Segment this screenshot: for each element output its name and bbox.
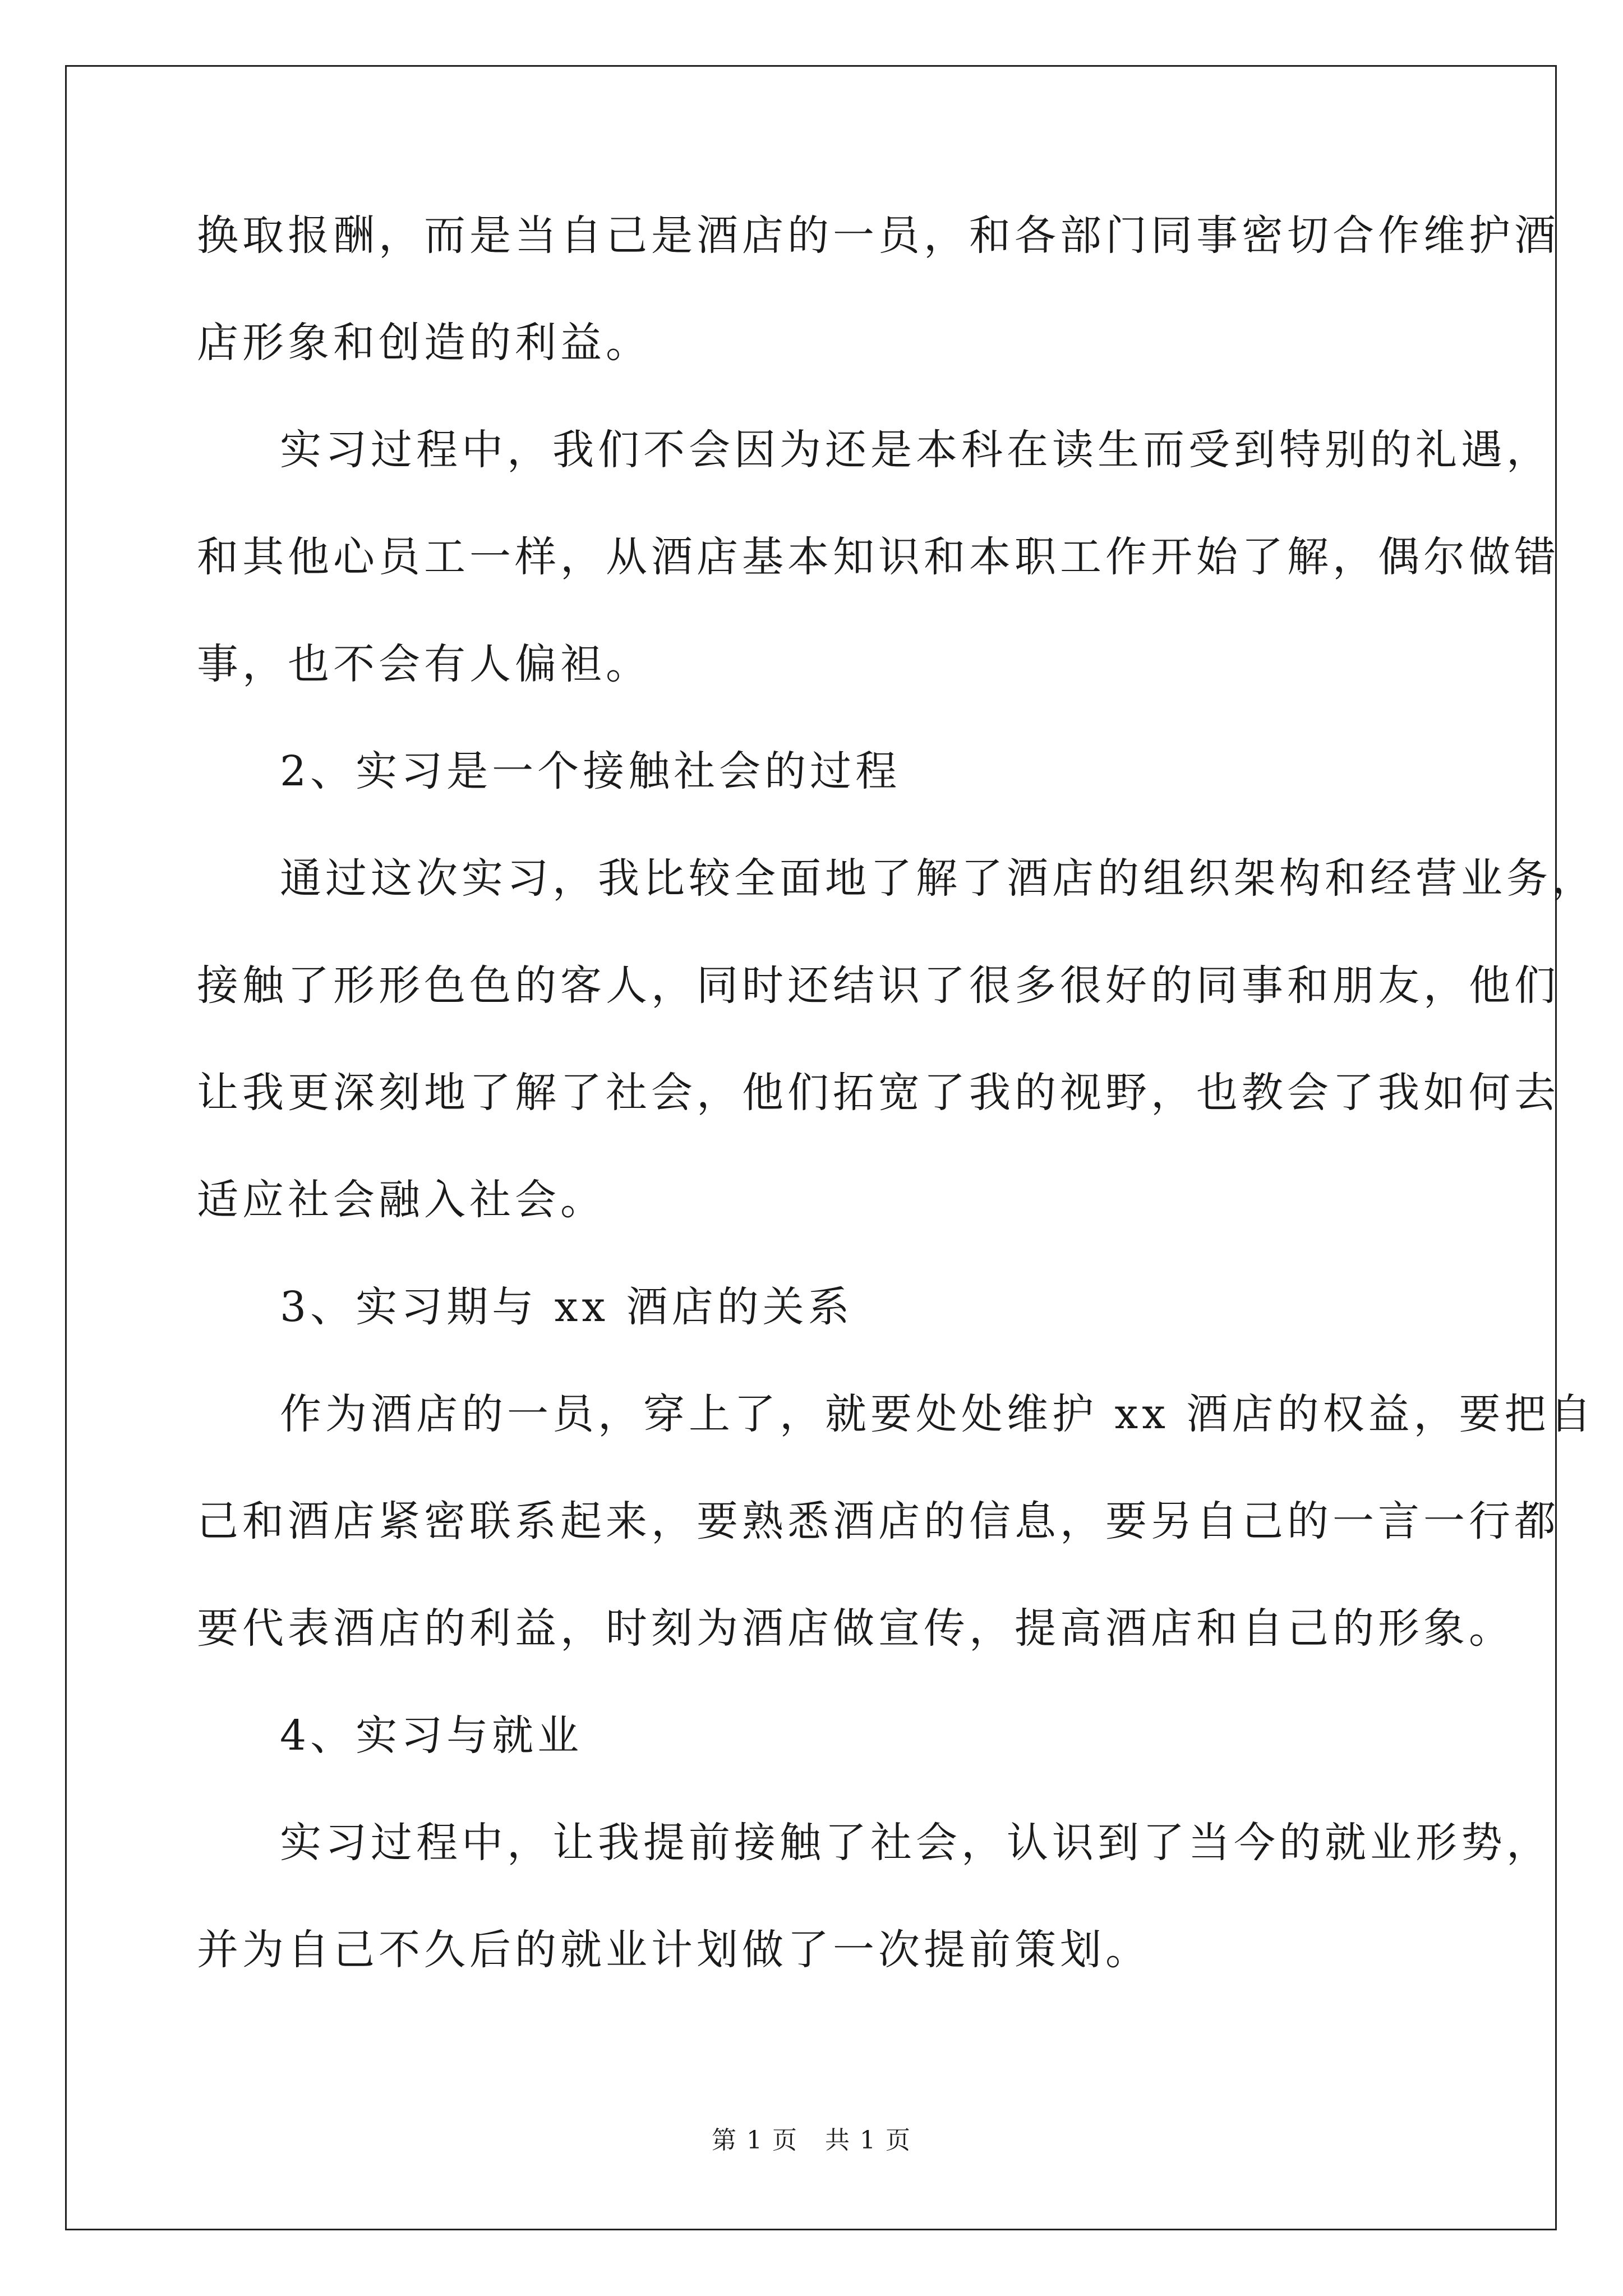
paragraph-line: 让我更深刻地了解了社会，他们拓宽了我的视野，也教会了我如何去 [197, 1069, 1560, 1117]
paragraph-line: 和其他心员工一样，从酒店基本知识和本职工作开始了解，偶尔做错 [197, 533, 1560, 581]
section-heading: 3、实习期与 xx 酒店的关系 [280, 1283, 854, 1331]
paragraph-line: 实习过程中，让我提前接触了社会，认识到了当今的就业形势， [280, 1819, 1552, 1867]
paragraph-line: 适应社会融入社会。 [197, 1176, 606, 1224]
paragraph-line: 事，也不会有人偏袒。 [197, 640, 651, 688]
section-heading: 2、实习是一个接触社会的过程 [280, 747, 901, 795]
paragraph-line: 己和酒店紧密联系起来，要熟悉酒店的信息，要另自己的一言一行都 [197, 1497, 1560, 1545]
paragraph-line: 换取报酬，而是当自己是酒店的一员，和各部门同事密切合作维护酒 [197, 211, 1560, 260]
page-footer [0, 2125, 1623, 2156]
paragraph-line: 通过这次实习，我比较全面地了解了酒店的组织架构和经营业务， [280, 854, 1597, 903]
paragraph-line: 并为自己不久后的就业计划做了一次提前策划。 [197, 1926, 1151, 1974]
document-body [197, 209, 1597, 2030]
section-heading: 4、实习与就业 [280, 1711, 583, 1760]
paragraph-line: 要代表酒店的利益，时刻为酒店做宣传，提高酒店和自己的形象。 [197, 1604, 1514, 1653]
page-number-current: 第 1 页 [712, 2126, 798, 2155]
paragraph-line: 作为酒店的一员，穿上了，就要处处维护 xx 酒店的权益，要把自 [280, 1390, 1596, 1438]
paragraph-line: 实习过程中，我们不会因为还是本科在读生而受到特别的礼遇， [280, 426, 1552, 474]
page-number-total: 共 1 页 [825, 2126, 911, 2155]
paragraph-line: 接触了形形色色的客人，同时还结识了很多很好的同事和朋友，他们 [197, 961, 1560, 1010]
paragraph-line: 店形象和创造的利益。 [197, 319, 651, 367]
